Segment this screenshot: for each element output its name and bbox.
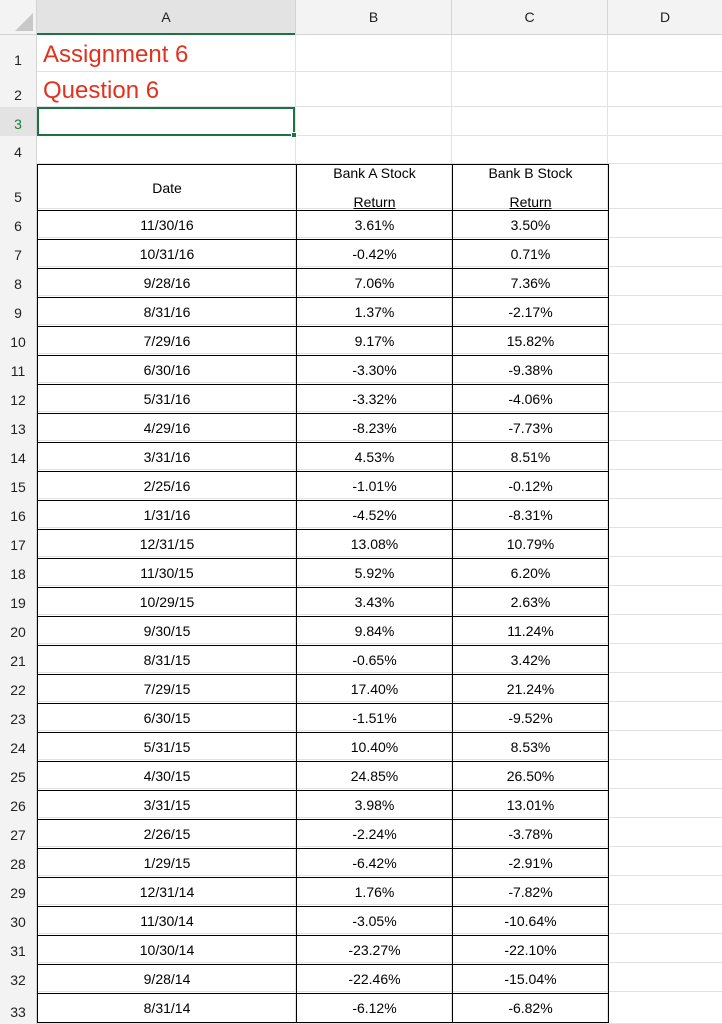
cell-date[interactable]: 9/28/16: [38, 269, 297, 298]
column-a-selection-bar: [37, 33, 295, 35]
cell-bank-b-return[interactable]: -22.10%: [453, 936, 609, 965]
cell-date[interactable]: 12/31/14: [38, 878, 297, 907]
cell-date[interactable]: 7/29/16: [38, 327, 297, 356]
select-all-triangle-icon: [15, 13, 33, 31]
table-header-row: [38, 165, 609, 211]
cell-bank-b-return[interactable]: -0.12%: [453, 472, 609, 501]
cell-date[interactable]: 11/30/16: [38, 211, 297, 240]
cell-bank-a-return[interactable]: 9.84%: [297, 617, 453, 646]
row-header-26[interactable]: 26: [0, 789, 37, 818]
cell-date[interactable]: 9/28/14: [38, 965, 297, 994]
cell-bank-a-return[interactable]: -6.12%: [297, 994, 453, 1023]
column-header-a[interactable]: A: [37, 0, 295, 35]
table-row: [38, 414, 609, 443]
row-header-2[interactable]: 2: [0, 72, 37, 107]
cell-date[interactable]: 3/31/16: [38, 443, 297, 472]
cell-bank-a-return[interactable]: -0.42%: [297, 240, 453, 269]
row-header-3[interactable]: 3: [0, 107, 37, 136]
cell-a2-subtitle[interactable]: Question 6: [43, 77, 160, 104]
table-row: [38, 849, 609, 878]
table-row: [38, 298, 609, 327]
row-header-15[interactable]: 15: [0, 470, 37, 499]
row-header-29[interactable]: 29: [0, 876, 37, 905]
cell-bank-a-return[interactable]: -22.46%: [297, 965, 453, 994]
cell-bank-b-return[interactable]: -7.82%: [453, 878, 609, 907]
table-row: [38, 269, 609, 298]
table-row: [38, 240, 609, 269]
row-header-8[interactable]: 8: [0, 267, 37, 296]
row-header-28[interactable]: 28: [0, 847, 37, 876]
cell-bank-b-return[interactable]: 7.36%: [453, 269, 609, 298]
stock-returns-table: [37, 164, 609, 1023]
cell-bank-a-return[interactable]: -2.24%: [297, 820, 453, 849]
cell-bank-a-return[interactable]: 3.61%: [297, 211, 453, 240]
cell-bank-b-return[interactable]: 2.63%: [453, 588, 609, 617]
row-header-11[interactable]: 11: [0, 354, 37, 383]
cell-bank-b-return[interactable]: 8.51%: [453, 443, 609, 472]
cell-bank-a-return[interactable]: 5.92%: [297, 559, 453, 588]
header-date[interactable]: Date: [38, 165, 297, 211]
cell-date[interactable]: 1/29/15: [38, 849, 297, 878]
cell-bank-b-return[interactable]: 15.82%: [453, 327, 609, 356]
table-row: [38, 617, 609, 646]
cell-bank-a-return[interactable]: -1.51%: [297, 704, 453, 733]
cell-bank-a-return[interactable]: 4.53%: [297, 443, 453, 472]
cell-bank-a-return[interactable]: 13.08%: [297, 530, 453, 559]
table-row: [38, 907, 609, 936]
table-row: [38, 472, 609, 501]
row-header-33[interactable]: 33: [0, 992, 37, 1024]
header-bank-b[interactable]: [453, 165, 609, 211]
cell-date[interactable]: 11/30/14: [38, 907, 297, 936]
cell-bank-b-return[interactable]: -2.91%: [453, 849, 609, 878]
cell-bank-b-return[interactable]: -6.82%: [453, 994, 609, 1023]
row-header-24[interactable]: 24: [0, 731, 37, 760]
row-header-18[interactable]: 18: [0, 557, 37, 586]
cell-bank-b-return[interactable]: 0.71%: [453, 240, 609, 269]
cell-bank-a-return[interactable]: -1.01%: [297, 472, 453, 501]
cell-bank-a-return[interactable]: 1.37%: [297, 298, 453, 327]
row-header-20[interactable]: 20: [0, 615, 37, 644]
column-header-b[interactable]: B: [296, 0, 451, 35]
header-bank-a[interactable]: [297, 165, 453, 211]
cell-bank-b-return[interactable]: -9.38%: [453, 356, 609, 385]
cell-bank-b-return[interactable]: 21.24%: [453, 675, 609, 704]
table-row: [38, 878, 609, 907]
cell-bank-b-return[interactable]: 3.42%: [453, 646, 609, 675]
row-header-21[interactable]: 21: [0, 644, 37, 673]
cell-bank-a-return[interactable]: 7.06%: [297, 269, 453, 298]
row-header-27[interactable]: 27: [0, 818, 37, 847]
cell-date[interactable]: 6/30/15: [38, 704, 297, 733]
cell-bank-b-return[interactable]: -4.06%: [453, 385, 609, 414]
cell-date[interactable]: 9/30/15: [38, 617, 297, 646]
row-header-1[interactable]: 1: [0, 35, 37, 72]
table-row: [38, 936, 609, 965]
table-row: [38, 762, 609, 791]
fill-handle[interactable]: [291, 132, 297, 138]
cell-bank-a-return[interactable]: 17.40%: [297, 675, 453, 704]
cell-date[interactable]: 4/29/16: [38, 414, 297, 443]
table-row: [38, 559, 609, 588]
cell-bank-a-return[interactable]: -4.52%: [297, 501, 453, 530]
table-row: [38, 704, 609, 733]
cell-bank-b-return[interactable]: -10.64%: [453, 907, 609, 936]
cell-bank-b-return[interactable]: 10.79%: [453, 530, 609, 559]
cell-bank-a-return[interactable]: -23.27%: [297, 936, 453, 965]
table-row: [38, 327, 609, 356]
cell-bank-a-return[interactable]: 3.98%: [297, 791, 453, 820]
row-header-4[interactable]: 4: [0, 136, 37, 164]
cell-bank-a-return[interactable]: -3.32%: [297, 385, 453, 414]
cell-bank-b-return[interactable]: 6.20%: [453, 559, 609, 588]
cell-date[interactable]: 2/26/15: [38, 820, 297, 849]
row-header-22[interactable]: 22: [0, 673, 37, 702]
cell-bank-a-return[interactable]: 1.76%: [297, 878, 453, 907]
column-header-d[interactable]: D: [608, 0, 722, 35]
cell-bank-a-return[interactable]: 3.43%: [297, 588, 453, 617]
row-header-23[interactable]: 23: [0, 702, 37, 731]
table-row: [38, 994, 609, 1023]
cell-a1-title[interactable]: Assignment 6: [43, 41, 189, 68]
row-header-16[interactable]: 16: [0, 499, 37, 528]
cell-date[interactable]: 2/25/16: [38, 472, 297, 501]
table-row: [38, 675, 609, 704]
row-header-12[interactable]: 12: [0, 383, 37, 412]
row-header-6[interactable]: 6: [0, 209, 37, 238]
cell-bank-b-return[interactable]: -9.52%: [453, 704, 609, 733]
row-header-13[interactable]: 13: [0, 412, 37, 441]
active-cell-a3[interactable]: [37, 107, 295, 136]
row-header-5[interactable]: 5: [0, 164, 37, 209]
row-header-9[interactable]: 9: [0, 296, 37, 325]
cell-bank-a-return[interactable]: 9.17%: [297, 327, 453, 356]
table-row: [38, 443, 609, 472]
cell-date[interactable]: 1/31/16: [38, 501, 297, 530]
cell-date[interactable]: 8/31/14: [38, 994, 297, 1023]
header-bank-b-line2: Return: [509, 194, 552, 210]
grid-line: [37, 71, 722, 72]
cell-date[interactable]: 3/31/15: [38, 791, 297, 820]
cell-date[interactable]: 10/31/16: [38, 240, 297, 269]
row-header-14[interactable]: 14: [0, 441, 37, 470]
table-row: [38, 791, 609, 820]
cell-bank-a-return[interactable]: -3.30%: [297, 356, 453, 385]
table-row: [38, 385, 609, 414]
cell-bank-b-return[interactable]: 11.24%: [453, 617, 609, 646]
cell-bank-a-return[interactable]: -6.42%: [297, 849, 453, 878]
table-row: [38, 501, 609, 530]
cell-bank-b-return[interactable]: 8.53%: [453, 733, 609, 762]
table-row: [38, 588, 609, 617]
row-header-10[interactable]: 10: [0, 325, 37, 354]
cell-bank-a-return[interactable]: 10.40%: [297, 733, 453, 762]
table-row: [38, 646, 609, 675]
column-header-c[interactable]: C: [452, 0, 607, 35]
cell-date[interactable]: 10/30/14: [38, 936, 297, 965]
row-header-7[interactable]: 7: [0, 238, 37, 267]
cell-bank-b-return[interactable]: -8.31%: [453, 501, 609, 530]
table-row: [38, 211, 609, 240]
cell-bank-b-return[interactable]: -7.73%: [453, 414, 609, 443]
table-row: [38, 965, 609, 994]
table-row: [38, 820, 609, 849]
cell-date[interactable]: 6/30/16: [38, 356, 297, 385]
select-all-corner[interactable]: [0, 0, 37, 35]
cell-bank-b-return[interactable]: 13.01%: [453, 791, 609, 820]
cell-date[interactable]: 5/31/15: [38, 733, 297, 762]
cell-bank-a-return[interactable]: -0.65%: [297, 646, 453, 675]
cell-bank-b-return[interactable]: 26.50%: [453, 762, 609, 791]
cell-bank-b-return[interactable]: 3.50%: [453, 211, 609, 240]
header-bank-a-line1: Bank A Stock: [333, 165, 416, 181]
cell-date[interactable]: 5/31/16: [38, 385, 297, 414]
header-bank-b-line1: Bank B Stock: [488, 165, 573, 181]
header-bank-a-line2: Return: [353, 194, 396, 210]
cell-bank-a-return[interactable]: -8.23%: [297, 414, 453, 443]
table-row: [38, 356, 609, 385]
row-header-25[interactable]: 25: [0, 760, 37, 789]
cell-date[interactable]: 10/29/15: [38, 588, 297, 617]
cell-date[interactable]: 8/31/16: [38, 298, 297, 327]
cell-bank-b-return[interactable]: -2.17%: [453, 298, 609, 327]
cell-date[interactable]: 11/30/15: [38, 559, 297, 588]
cell-bank-a-return[interactable]: 24.85%: [297, 762, 453, 791]
cell-bank-a-return[interactable]: -3.05%: [297, 907, 453, 936]
cell-date[interactable]: 4/30/15: [38, 762, 297, 791]
cell-bank-b-return[interactable]: -3.78%: [453, 820, 609, 849]
row-header-30[interactable]: 30: [0, 905, 37, 934]
row-header-31[interactable]: 31: [0, 934, 37, 963]
cell-date[interactable]: 12/31/15: [38, 530, 297, 559]
row-header-17[interactable]: 17: [0, 528, 37, 557]
table-row: [38, 530, 609, 559]
table-row: [38, 733, 609, 762]
row-header-19[interactable]: 19: [0, 586, 37, 615]
cell-date[interactable]: 8/31/15: [38, 646, 297, 675]
row-header-32[interactable]: 32: [0, 963, 37, 992]
cell-bank-b-return[interactable]: -15.04%: [453, 965, 609, 994]
cell-date[interactable]: 7/29/15: [38, 675, 297, 704]
